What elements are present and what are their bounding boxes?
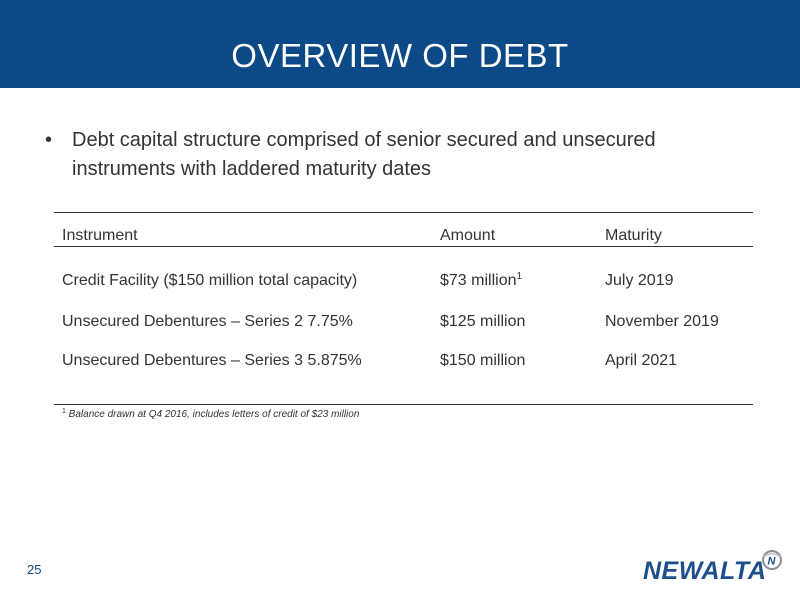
column-header-maturity: Maturity [605, 227, 662, 244]
table-bottom-rule [54, 404, 753, 405]
bullet-dot-icon: • [45, 129, 53, 151]
logo-wordmark: NEWALTA [643, 557, 767, 585]
logo-badge-letter: N [767, 555, 776, 568]
footnote-text: Balance drawn at Q4 2016, includes letters of credit of $23 million [65, 409, 360, 420]
instrument-cell: Credit Facility ($150 million total capacity) [62, 272, 358, 289]
maturity-cell: July 2019 [605, 272, 674, 289]
table-top-rule [54, 212, 753, 213]
footnote-number: 1 [62, 408, 66, 415]
maturity-cell: November 2019 [605, 313, 719, 330]
amount-value: $73 million [440, 272, 517, 289]
newalta-logo [643, 549, 785, 585]
amount-cell: $150 million [440, 352, 526, 369]
column-header-instrument: Instrument [62, 227, 138, 244]
table-header-rule [54, 246, 753, 247]
maturity-cell: April 2021 [605, 352, 678, 369]
amount-cell: $125 million [440, 313, 526, 330]
footnote-marker: 1 [516, 271, 523, 282]
page-number: 25 [27, 562, 42, 577]
table-footnote [62, 409, 359, 421]
instrument-cell: Unsecured Debentures – Series 3 5.875% [62, 352, 362, 369]
amount-cell [440, 271, 522, 291]
bullet-text: Debt capital structure comprised of senior secured and unsecured instruments with laddered maturity dates [72, 129, 656, 180]
instrument-cell: Unsecured Debentures – Series 2 7.75% [62, 313, 353, 330]
slide-title: OVERVIEW OF DEBT [231, 37, 569, 74]
column-header-amount: Amount [440, 227, 496, 244]
